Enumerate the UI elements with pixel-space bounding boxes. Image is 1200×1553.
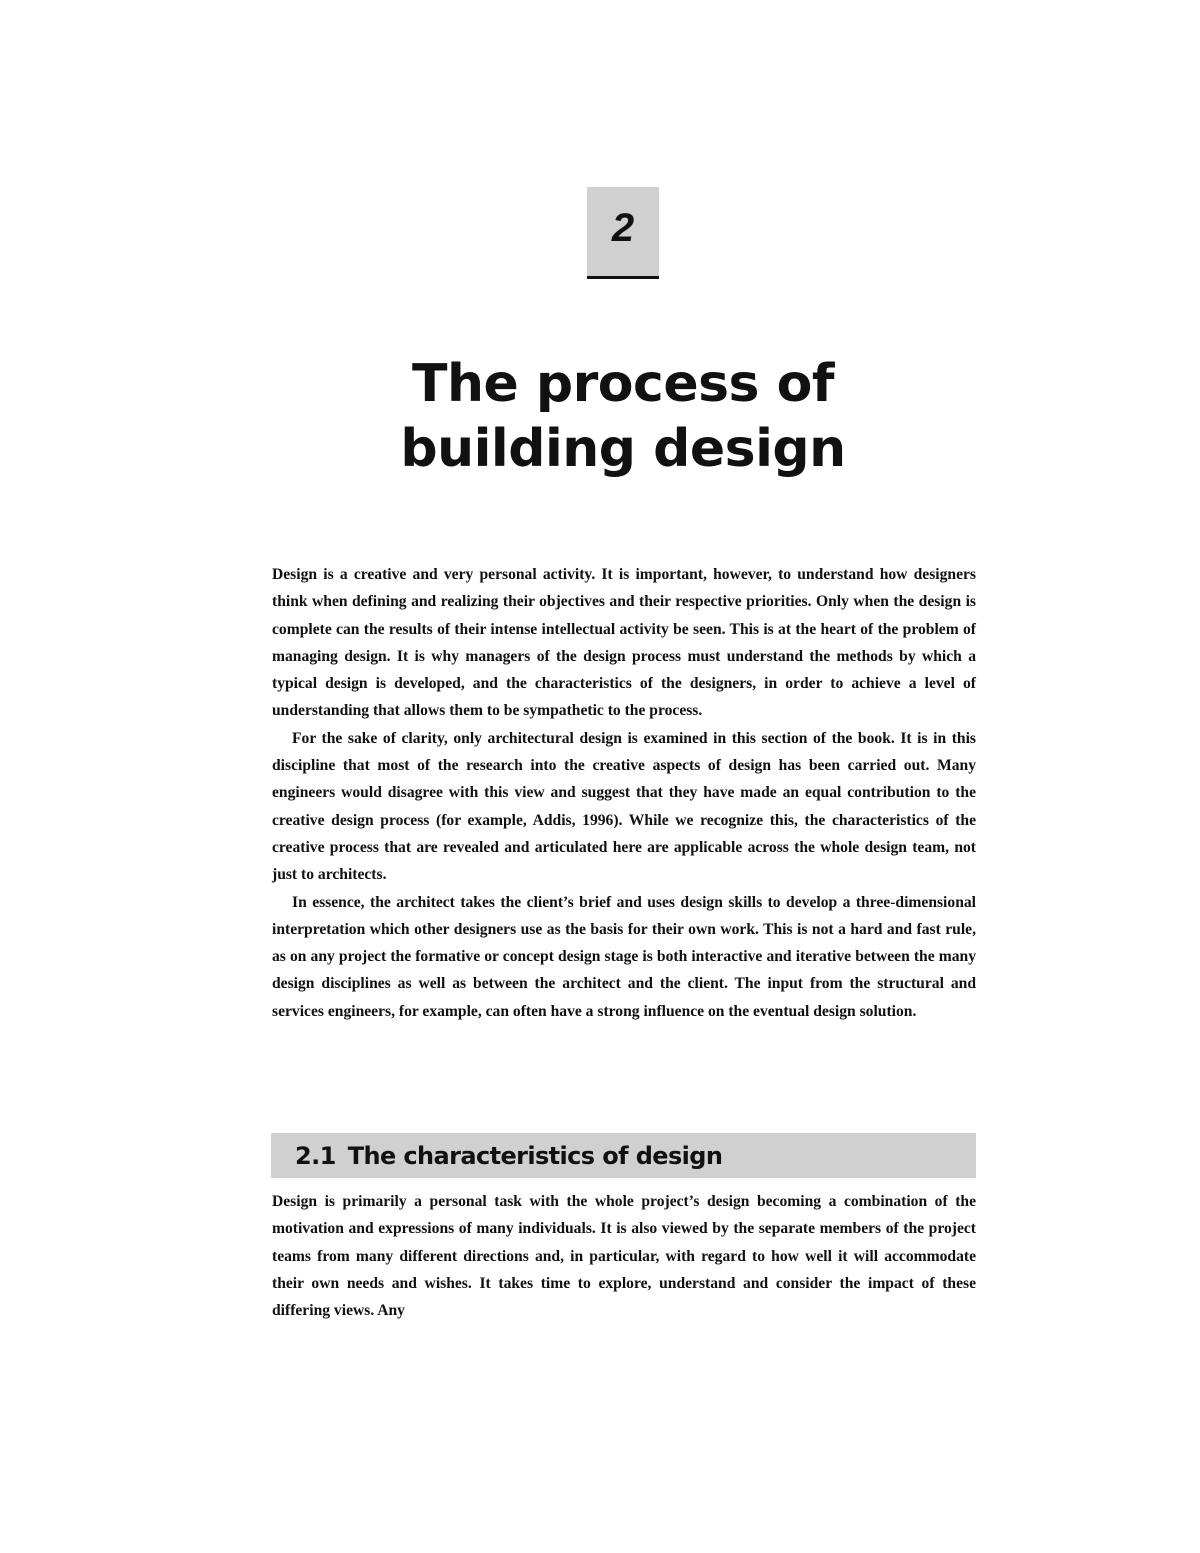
section-number: 2.1	[295, 1141, 336, 1170]
chapter-number-box	[587, 187, 659, 279]
chapter-title	[300, 352, 946, 482]
intro-paragraph-2: For the sake of clarity, only architectural design is examined in this section of the book. It is in this discipline that most of the research into the creative aspects of design has been carried out. Many engineers would disagree with this view and suggest that they have made an equal contribution to the creative design process (for example, Addis, 1996). While we recognize this, the characteristics of the creative process that are revealed and articulated here are applicable across the whole design team, not just to architects.	[272, 729, 976, 884]
intro-text	[272, 561, 976, 1025]
section-text	[272, 1188, 976, 1324]
section-paragraph-1: Design is primarily a personal task with the whole project’s design becoming a combination of the motivation and expressions of many individuals. It is also viewed by the separate members of the project teams from many different directions and, in particular, with regard to how well it will accommodate their own needs and wishes. It takes time to explore, understand and consider the impact of these differing views. Any	[272, 1193, 976, 1320]
chapter-title-line-2: building design	[400, 419, 846, 479]
chapter-number: 2	[611, 206, 635, 250]
intro-paragraph-1: Design is a creative and very personal activity. It is important, however, to understand how designers think when defining and realizing their objectives and their respective priorities. Only when the design is complete can the results of their intense intellectual activity be seen. This is at the heart of the problem of managing design. It is why managers of the design process must understand the methods by which a typical design is developed, and the characteristics of the designers, in order to achieve a level of understanding that allows them to be sympathetic to the process.	[272, 566, 976, 720]
section-heading	[271, 1133, 976, 1178]
chapter-title-line-1: The process of	[412, 354, 834, 414]
intro-paragraph-3: In essence, the architect takes the client’s brief and uses design skills to develop a three-dimensional interpretation which other designers use as the basis for their own work. This is not a hard and fast rule, as on any project the formative or concept design stage is both interactive and iterative between the many design disciplines as well as between the architect and the client. The input from the structural and services engineers, for example, can often have a strong influence on the eventual design solution.	[272, 893, 976, 1020]
section-title: The characteristics of design	[347, 1141, 723, 1170]
